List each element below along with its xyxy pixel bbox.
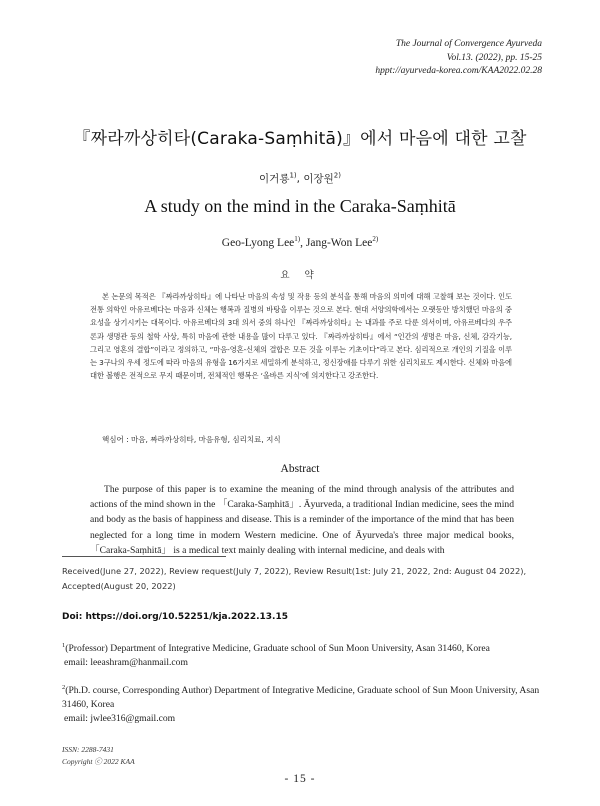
- copyright: Copyright ⓒ 2022 KAA: [62, 757, 135, 766]
- issn: ISSN: 2288-7431: [62, 745, 114, 754]
- journal-url: hppt://ayurveda-korea.com/KAA2022.02.28: [375, 66, 542, 76]
- doi-link[interactable]: Doi: https://doi.org/10.52251/kja.2022.13.15: [62, 612, 288, 622]
- english-title: A study on the mind in the Caraka-Saṃhitā: [144, 196, 456, 216]
- keywords-label: 핵심어 :: [102, 435, 129, 444]
- affiliation-2: [62, 681, 540, 726]
- english-authors: Geo-Lyong Lee$^{1)}$, Jang-Won Lee$^{2)}$: [221, 235, 379, 249]
- author-name: 이거룡: [259, 173, 290, 185]
- affiliation-mark: 2: [62, 684, 66, 691]
- korean-abstract-heading: 요 약: [280, 270, 320, 281]
- author-mark: 1): [289, 171, 297, 180]
- author-mark: 2): [333, 171, 341, 180]
- received-dates: Received(June 27, 2022), Review request(July 7, 2022), Review Result(1st: July 21, 2022, 2nd: August 04 2022), Accepted(August 20, 2022): [62, 566, 527, 591]
- footnote-divider: [62, 556, 226, 557]
- author-name: 이장원: [303, 173, 334, 185]
- korean-title: 『짜라까상히타(Caraka-Saṃhitā)』에서 마음에 대한 고찰: [73, 129, 527, 149]
- keyword: 마음유형 ,: [199, 435, 233, 444]
- keyword: 심리치료 ,: [232, 435, 266, 444]
- author-mark: 1): [294, 235, 301, 243]
- keyword: 짜라까상히타 ,: [150, 435, 198, 444]
- english-abstract-body: The purpose of this paper is to examine the meaning of the mind through analysis of the attributes and actions of the mind shown in the 「Caraka-Saṃhitā」. Āyurveda, a traditional Indian medicine, sees the mind and body as the basis of happiness and disease. This is a reminder of the importance of the mind that has been neglected for a long time in modern Western medicine. One of Āyurveda's three major medical books, 「Caraka-Saṃhitā」 is a medical text mainly dealing with internal medicine, and deals with: [90, 484, 514, 556]
- author-name: Jang-Won Lee: [305, 236, 373, 249]
- author-name: Geo-Lyong Lee: [221, 236, 295, 249]
- journal-volume: Vol.13. (2022), pp. 15-25: [446, 52, 542, 63]
- english-abstract-heading: Abstract: [280, 463, 320, 475]
- affiliation-1: [62, 639, 540, 670]
- affiliation-text: (Professor) Department of Integrative Medicine, Graduate school of Sun Moon University, Asan 31460, Korea: [65, 643, 490, 655]
- keywords-line: [102, 434, 281, 445]
- keyword: 지식: [266, 435, 281, 444]
- page-number: - 15 -: [284, 773, 316, 785]
- affiliation-text: (Ph.D. course, Corresponding Author) Department of Integrative Medicine, Graduate school of Sun Moon University, Asan 31460, Korea: [62, 685, 540, 711]
- email-address[interactable]: email: leeashram@hanmail.com: [64, 657, 188, 669]
- affiliation-mark: 1: [62, 642, 66, 649]
- journal-name: The Journal of Convergence Ayurveda: [395, 39, 542, 49]
- issn-copyright: [62, 744, 135, 768]
- email-address[interactable]: email: jwlee316@gmail.com: [64, 713, 176, 725]
- keyword: 마음 ,: [131, 435, 150, 444]
- korean-authors: 이거룡$^{1)}$, 이장원$^{2)}$: [259, 171, 341, 185]
- author-mark: 2): [372, 235, 379, 243]
- korean-abstract-body: 본 논문의 목적은 『짜라까상히타』에 나타난 마음의 속성 및 작용 등의 분석을 통해 마음의 의미에 대해 고찰해 보는 것이다. 인도 전통 의학인 아유르베다는 마음과 신체는 행복과 질병의 바탕을 이루는 것으로 본다. 현대 서양의학에서는 오랫동안 방치했던 마음의 중요성을 상기시키는 대목이다. 아유르베다의 3대 의서 중의 하나인 『짜라까상히타』는 내과를 주로 다룬 의서이며, 아유르베다의 우주론과 생명관 등의 철학 사상, 특히 마음에 관한 내용을 많이 다루고 있다. 『짜라까상히타』에서 “인간의 생명은 마음, 신체, 감각기능, 그리고 영혼의 결합”이라고 정의하고, “마음-영혼-신체의 결합은 모든 것을 이루는 기초이다”라고 본다. 심리적으로 개인의 기질을 이루는 3구나의 우세 정도에 따라 마음의 유형을 16가지로 세밀하게 분석하고, 정신장애를 다루기 위한 심리치료도 제시한다. 신체와 마음에 대한 볼행은 전적으로 무지 때문이며, 전체적인 행복은 ‘올바른 지식’에 의지한다고 강조한다.: [90, 292, 512, 381]
- journal-header: [375, 38, 542, 79]
